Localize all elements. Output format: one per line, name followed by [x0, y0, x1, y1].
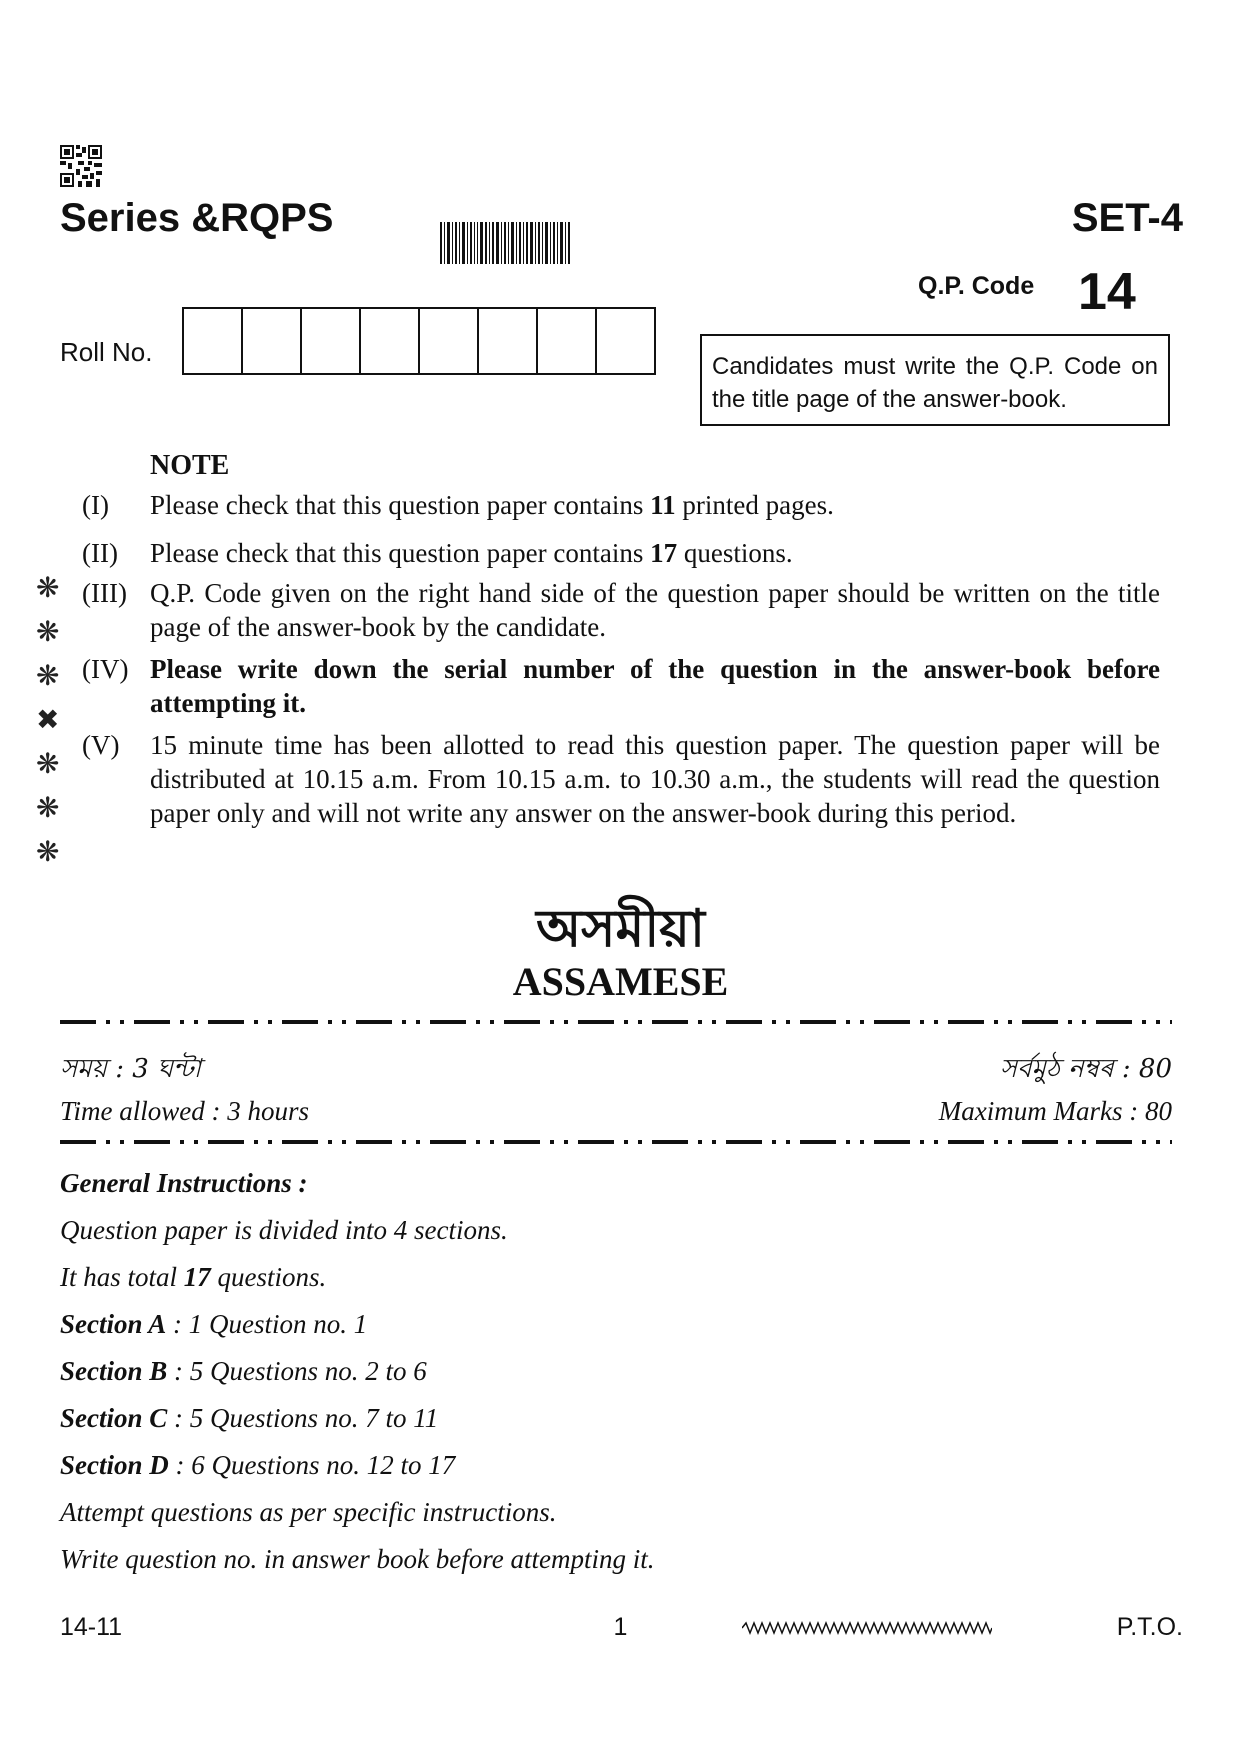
cross-icon: ✖	[36, 703, 60, 736]
qp-code-value: 14	[1078, 263, 1136, 321]
section-text: : 5 Questions no. 2 to 6	[167, 1356, 427, 1386]
note-title: NOTE	[150, 450, 230, 481]
footer-pto: P.T.O.	[1116, 1613, 1183, 1641]
instruction-text: questions.	[210, 1262, 327, 1292]
section-a-line	[60, 1309, 367, 1340]
footer-page-number: 1	[613, 1613, 628, 1641]
note-item	[82, 576, 1160, 644]
asterisk-icon: ❋	[36, 615, 60, 648]
set-label: SET-4	[1071, 196, 1183, 240]
asterisk-icon: ❋	[36, 571, 60, 604]
roll-no-box[interactable]	[184, 309, 243, 373]
note-text: 15 minute time has been allotted to read this question paper. The question paper will be distributed at 10.15 a.m. From 10.15 a.m. to 10.30 a.m., the students will read the question paper only and will not write any answer on the answer-book during this period.	[150, 730, 1160, 828]
note-number: (IV)	[82, 654, 129, 684]
general-instructions-title: General Instructions :	[60, 1168, 308, 1198]
roll-no-box[interactable]	[597, 309, 654, 373]
note-text	[150, 488, 1160, 522]
note-item	[82, 652, 1160, 720]
candidate-notice-box: Candidates must write the Q.P. Code on the title page of the answer-book.	[700, 334, 1170, 426]
note-text-bold: 11	[650, 490, 676, 520]
roll-no-box[interactable]	[479, 309, 538, 373]
asterisk-icon: ❋	[36, 747, 60, 780]
section-text: : 5 Questions no. 7 to 11	[167, 1403, 439, 1433]
time-allowed: Time allowed : 3 hours	[60, 1096, 310, 1126]
footer-paper-code: 14-11	[60, 1613, 123, 1641]
section-label: Section D	[60, 1450, 169, 1480]
section-d-line	[60, 1450, 455, 1481]
note-text-bold: 17	[650, 538, 678, 568]
section-label: Section C	[60, 1403, 168, 1433]
series-label: Series &RQPS	[60, 196, 334, 240]
section-label: Section B	[60, 1356, 168, 1386]
note-text	[150, 652, 1160, 720]
roll-no-box[interactable]	[361, 309, 420, 373]
instruction-line: Attempt questions as per specific instructions.	[60, 1497, 557, 1527]
divider	[60, 1020, 1172, 1024]
note-item	[82, 728, 1160, 830]
max-marks: Maximum Marks : 80	[938, 1096, 1172, 1126]
roll-no-box[interactable]	[243, 309, 302, 373]
qr-code-icon	[60, 145, 102, 187]
note-text-part: Please check that this question paper contains	[150, 538, 651, 568]
subject-title-assamese: অসমীয়া	[536, 899, 705, 959]
note-item	[82, 488, 1160, 522]
subject-title-english: ASSAMESE	[512, 959, 729, 1004]
instruction-line: Write question no. in answer book before attempting it.	[60, 1544, 655, 1574]
note-text-part: Please check that this question paper contains	[150, 490, 651, 520]
section-text: : 1 Question no. 1	[166, 1309, 368, 1339]
roll-no-box[interactable]	[302, 309, 361, 373]
note-number: (V)	[82, 730, 120, 760]
roll-no-box[interactable]	[420, 309, 479, 373]
asterisk-icon: ❋	[36, 791, 60, 824]
note-number: (II)	[82, 538, 118, 568]
roll-no-boxes[interactable]	[182, 307, 656, 375]
note-number: (I)	[82, 490, 109, 520]
divider	[60, 1140, 1172, 1144]
section-b-line	[60, 1356, 427, 1387]
time-allowed-assamese: সময় : 3 ঘন্টা	[60, 1054, 202, 1084]
instruction-line: Question paper is divided into 4 sections.	[60, 1215, 508, 1245]
note-text: Q.P. Code given on the right hand side of the question paper should be written on the title page of the answer-book by the candidate.	[150, 578, 1160, 642]
max-marks-assamese: সৰ্বমুঠ নম্বৰ : 80	[999, 1054, 1172, 1084]
section-c-line	[60, 1403, 438, 1434]
section-label: Section A	[60, 1309, 167, 1339]
wavy-line-icon	[742, 1620, 992, 1636]
roll-no-box[interactable]	[538, 309, 597, 373]
instruction-bold: 17	[183, 1262, 211, 1292]
note-text-bold: Please write down the serial number of the question in the answer-book before attempting it.	[150, 654, 1160, 718]
note-number: (III)	[82, 578, 127, 608]
barcode-icon	[440, 222, 570, 264]
note-text-part: questions.	[677, 538, 793, 568]
note-text-part: printed pages.	[675, 490, 834, 520]
instruction-text: It has total	[60, 1262, 184, 1292]
note-item	[82, 536, 1160, 570]
asterisk-icon: ❋	[36, 659, 60, 692]
instruction-line	[60, 1262, 326, 1293]
qp-code-label: Q.P. Code	[918, 272, 1035, 300]
section-text: : 6 Questions no. 12 to 17	[168, 1450, 456, 1480]
note-text	[150, 536, 1160, 570]
roll-no-label: Roll No.	[60, 337, 153, 367]
asterisk-icon: ❋	[36, 835, 60, 868]
